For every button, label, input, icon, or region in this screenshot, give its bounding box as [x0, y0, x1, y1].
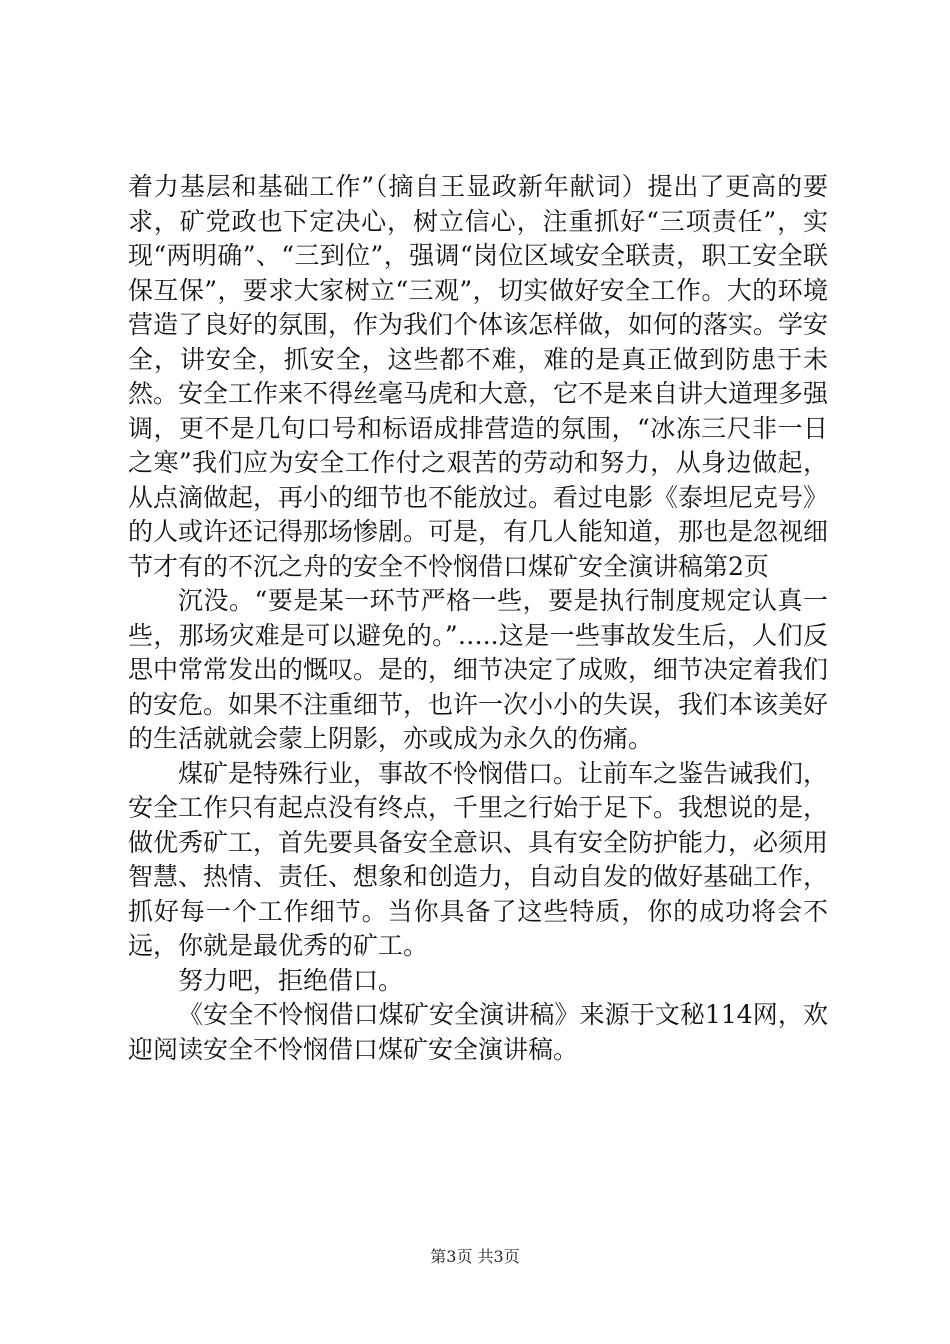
paragraph-5: 《安全不怜悯借口煤矿安全演讲稿》来源于文秘114网，欢迎阅读安全不怜悯借口煤矿安全演讲稿。 — [128, 1000, 828, 1064]
paragraph-1: 着力基层和基础工作”（摘自王显政新年献词）提出了更高的要求，矿党政也下定决心，树立信心，注重抓好“三项责任”，实现“两明确”、“三到位”，强调“岗位区域安全联责，职工安全联保互保”，要求大家树立“三观”，切实做好安全工作。大的环境营造了良好的氛围，作为我们个体该怎样做，如何的落实。学安全，讲安全，抓安全，这些都不难，难的是真正做到防患于未然。安全工作来不得丝毫马虎和大意，它不是来自讲大道理多强调，更不是几句口号和标语成排营造的氛围，“冰冻三尺非一日之寒”我们应为安全工作付之艰苦的劳动和努力，从身边做起，从点滴做起，再小的细节也不能放过。看过电影《泰坦尼克号》的人或许还记得那场惨剧。可是，有几人能知道，那也是忽视细节才有的不沉之舟的安全不怜悯借口煤矿安全演讲稿第2页 — [128, 172, 829, 581]
paragraph-3: 煤矿是特殊行业，事故不怜悯借口。让前车之鉴告诫我们，安全工作只有起点没有终点，千里之行始于足下。我想说的是，做优秀矿工，首先要具备安全意识、具有安全防护能力，必须用智慧、热情、责任、想象和创造力，自动自发的做好基础工作，抓好每一个工作细节。当你具备了这些特质，你的成功将会不远，你就是最优秀的矿工。 — [128, 758, 829, 960]
document-body — [128, 170, 828, 1067]
page-number-footer: 第3页 共3页 — [430, 1247, 520, 1266]
paragraph-2: 沉没。“要是某一环节严格一些，要是执行制度规定认真一些，那场灾难是可以避免的。”…..这是一些事故发生后，人们反思中常常发出的慨叹。是的，细节决定了成败，细节决定着我们的安危。如果不注重细节，也许一次小小的失误，我们本该美好的生活就就会蒙上阴影，亦或成为永久的伤痛。 — [128, 586, 829, 753]
paragraph-4: 努力吧，拒绝借口。 — [178, 965, 404, 995]
